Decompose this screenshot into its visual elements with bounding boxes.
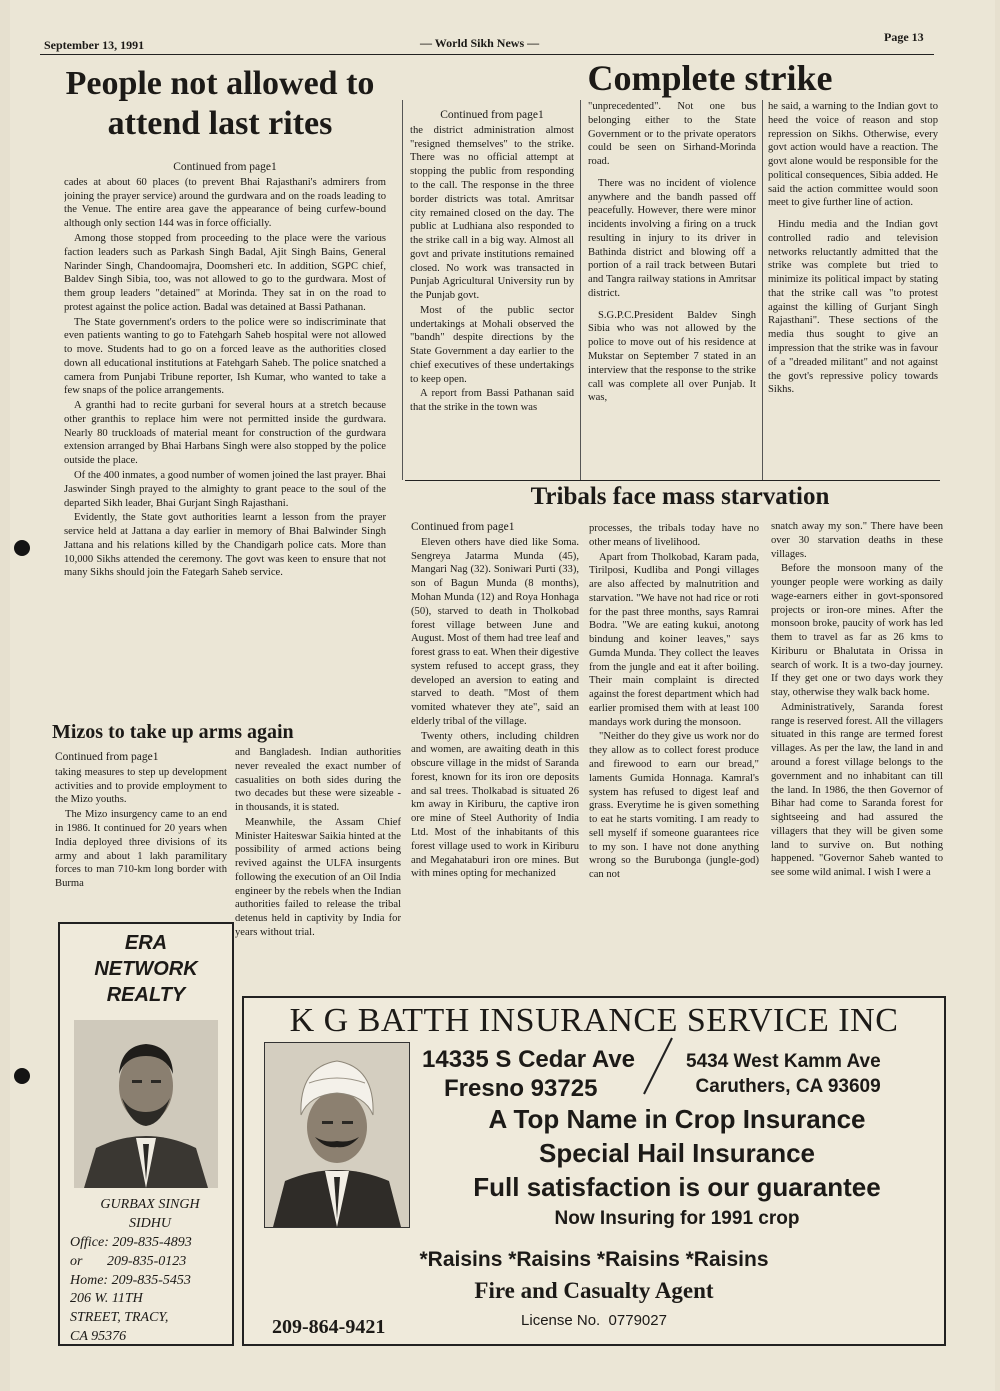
address-caruthers	[686, 1050, 881, 1099]
tribals-para: "Neither do they give us work nor do they allow as to collect forest produce and firewood to earn our bread," laments Gumida Honnaga. Kamral's system has refused to digest leaf and grass. Everytime he is given something to eat he starts vomiting. I am ready to sell myself if someone guarantees rice to my son. I have not done anything wrong so the Burubonga (jungle-god) can not	[589, 731, 759, 881]
strike-para: "unprecedented". Not one bus belonging either to the State Government or to the private operators could be seen on Sirhand-Morinda road.	[588, 101, 756, 168]
rites-para: cades at about 60 places (to prevent Bhai Rajasthani's admirers from joining the prayer service) around the gurdwara and on the roads leading to the Venue. The entire area gave the appearance of being curfew-bound although only section 144 was in force officially.	[64, 176, 386, 230]
column-rule	[580, 100, 581, 480]
fresno-street: 14335 S Cedar Ave	[422, 1046, 636, 1073]
strike-para: the district administration almost "resigned themselves" to the strike. There was no official attempt at stopping the public from responding to the call. The response in the three border districts was total. Amritsar city remained closed on the day. The public at Ludhiana also responded to the strike call in a big way. Almost all govt and private institutions remained closed. No work was transacted in Punjab Agricultural University run by the Punjab govt.	[410, 124, 574, 302]
binder-hole-bottom	[14, 1068, 30, 1084]
rites-para: Of the 400 inmates, a good number of women joined the last prayer. Bhai Jaswinder Singh prayed to the almighty to grant peace to the soul of the departed Sikh leader, Bhai Gurjant Singh Rajasthani.	[64, 470, 386, 509]
tribals-article-col2	[589, 522, 759, 988]
agent-photo	[74, 1020, 218, 1188]
office-phone-2: or 209-835-0123	[70, 1253, 187, 1269]
issue-date: September 13, 1991	[44, 38, 145, 52]
tribals-para: Before the monsoon many of the younger people were working as daily wage-earners either in govt-sponsored projects or iron-ore mines. After the monsoon broke, paucity of work has led them to travel as far as 26 kms to Kiriburu or Bhalutata in Orissa in search of work. It is a two-day journey. If they get one or two days work they stay, otherwise they walk back home.	[771, 563, 943, 699]
rites-para: Among those stopped from proceeding to the place were the various faction leaders such as Parkash Singh Badal, Ajit Singh Bains, General Narinder Singh, Chandoomajra, Doomsheri etc. In addition, SGPC chief, Baldev Singh Sibia, too, was not allowed to go to the gurdwara. Most of them group leaders "detained" at Morinda. They sat in on the road to protest against the police action. Badal was detained at Bassi Pathanan.	[64, 233, 386, 313]
mizos-para: The Mizo insurgency came to an end in 1986. It continued for 20 years when India deployed three divisions of its army and about 1 lakh paramilitary forces to man 710-km long border with Burma	[55, 809, 227, 890]
strike-article-col3	[768, 100, 938, 470]
tribals-article-col3	[771, 520, 943, 988]
tribals-article-col1	[411, 520, 579, 988]
binder-hole-top	[14, 540, 30, 556]
strike-para: Most of the public sector undertakings at Mohali observed the "bandh" despite directions by the State Government a day earlier to the chief executives of these undertakings to keep open.	[410, 304, 574, 385]
strike-para: S.G.P.C.President Baldev Singh Sibia who was not allowed by the police to move out of his residence at Mukstar on September 7 stated in an interview that the response to the strike call was complete all over Punjab. It was,	[588, 309, 756, 404]
tribals-para: Apart from Tholkobad, Karam pada, Tirilposi, Kudliba and Pongi villages are also affected by malnutrition and starvation. "We have not had rice or roti for the past three months, says Ramrai Bodra. "We are eating kukui, anotong bindung and koiner leaves," says Gumda Munda. They collect the leaves from the jungle and eat it after boiling. Their main complaint is directed against the forest department which had earlier promised them with at least 100 mandays work during the monsoon.	[589, 551, 759, 728]
strike-article-col2	[588, 100, 756, 470]
column-rule	[402, 100, 403, 480]
era-brand	[60, 930, 232, 1008]
mizos-para: and Bangladesh. Indian authorities never revealed the exact number of casualities on both sides during the two decades but these were sizeable - in thousands, it is stated.	[235, 747, 401, 814]
batth-portrait-icon	[265, 1043, 409, 1227]
address-slash-icon	[638, 1034, 678, 1098]
rites-para: The State government's orders to the police were so indiscriminate that even patients wanting to go to Fatehgarh Saheb hospital were not allowed to move. Students had to go on a forced leave as the authorities closed down all educational institutions at Fatehgarh Saheb. The police snatched a camera from Punjabi Tribune reporter, Ish Kumar, who wanted to take a few snaps of the police arrangements.	[64, 316, 386, 397]
fresno-city: Fresno 93725	[444, 1074, 598, 1102]
agent-name-2: SIDHU	[129, 1215, 171, 1231]
batth-photo	[264, 1042, 410, 1228]
rites-headline-line2: attend last rites	[107, 104, 333, 142]
mizos-headline: Mizos to take up arms again	[52, 721, 294, 743]
strike-headline: Complete strike	[587, 58, 833, 98]
batth-title: K G BATTH INSURANCE SERVICE INC	[289, 1002, 899, 1039]
license-number: License No. 0779027	[521, 1312, 667, 1329]
tribals-rule	[405, 480, 940, 481]
era-brand-line3: REALTY	[106, 984, 186, 1006]
rites-continued: Continued from page1	[173, 161, 277, 173]
era-realty-ad	[58, 922, 234, 1346]
tribals-para: Administratively, Saranda forest range is reserved forest. All the villagers situated in this range are termed forest villages. As per the law, the land in and around a forest village belongs to the government and no inhabitant can till the land. In 1986, the then Governor of Bihar had come to Saranda forest for sightseeing and had assured the villagers that they will be given some land to survive on. But nothing happened. "Governor Saheb wanted to see some wild animal. I wish I were a	[771, 701, 943, 879]
rites-para: Evidently, the State govt authorities learnt a lesson from the prayer service held at Jattana a day earlier in memory of Bhai Balwinder Singh Jattana and his relations killed by the Chandigarh police cats. More than 10,000 Sikhs attended the ceremony. The govt was keen to ensure that not many Sikhs should join the Fategarh Saheb service.	[64, 512, 386, 579]
tribals-continued: Continued from page1	[411, 521, 515, 533]
rites-headline	[40, 66, 400, 141]
rites-headline-line1: People not allowed to	[65, 65, 375, 102]
crop-year: Now Insuring for 1991 crop	[554, 1208, 800, 1229]
strike-para: A report from Bassi Pathanan said that the strike in the town was	[410, 388, 574, 414]
agent-name: GURBAX SINGH	[100, 1197, 200, 1212]
tribals-para: Eleven others have died like Soma. Sengreya Jatarma Munda (45), Mangari Nag (32). Soniwari Purti (33), son of Bagun Munda (8 months), Mohan Munda (12) and Roya Honhaga (50), starved to death in Tholkobad forest village between June and August. Most of them had tree leaf and forest grass to eat. When their digestive system refused to accept grass, they developed an aversion to eating and starved to death. "Most of them vomited whatever they ate", said an elderly tribal of the village.	[411, 536, 579, 727]
office-phone: Office: 209-835-4893	[70, 1234, 192, 1250]
strike-para: There was no incident of violence anywhere and the bandh passed off peacefully. However, there were minor incidents involving a firing on a truck resulting in injury to its driver in Bathinda district and blowing off a portion of a rail track between Butari and Tangra railway stations in Amritsar district.	[588, 177, 756, 299]
era-brand-line1: ERA	[124, 932, 168, 954]
home-phone: Home: 209-835-5453	[70, 1272, 191, 1288]
mizos-para: taking measures to step up development activities and to provide employment to the Mizo youths.	[55, 766, 227, 806]
guarantee-slogan: Full satisfaction is our guarantee	[473, 1172, 881, 1202]
caruthers-city: Caruthers, CA 93609	[695, 1075, 881, 1097]
strike-para: he said, a warning to the Indian govt to heed the voice of reason and stop repression on Sikhs. Otherwise, every govt action would have a reaction. The govt alone would be responsible for the political consequences, Sibia added. He said the action committee would soon meet to give further line of action.	[768, 101, 938, 209]
strike-para: Hindu media and the Indian govt controlled radio and television networks reluctantly admitted that the strike was complete but tried to minimize its political impact by stating that the strike call was "to protest against the killing of Gurjant Singh Rajasthani". These sections of the media thus sought to give an impression that the strike was in favour of a "dreaded militant" and not against the govt's repressive policy towards Sikhs.	[768, 219, 938, 396]
agent-type: Fire and Casualty Agent	[474, 1278, 714, 1303]
raisins-line: *Raisins *Raisins *Raisins *Raisins	[419, 1248, 769, 1271]
era-brand-line2: NETWORK	[94, 958, 198, 980]
rites-article	[64, 160, 386, 722]
address-fresno	[422, 1046, 635, 1104]
rites-para: A granthi had to recite gurbani for several hours at a stretch because other granthis to replace him were not permitted inside the gurdwara. Nearly 80 truckloads of material meant for construction of the gurdwara extension arranged by Bhai Harbans Singh were also stopped by the police outside the place.	[64, 400, 386, 467]
strike-continued: Continued from page1	[440, 109, 544, 121]
era-contact	[70, 1196, 230, 1347]
mizos-article-col2	[235, 746, 401, 986]
address-line: 206 W. 11TH	[70, 1291, 143, 1307]
paper-name: — World Sikh News —	[420, 36, 540, 50]
mizos-para: Meanwhile, the Assam Chief Minister Haiteswar Saikia hinted at the possibility of armed actions being revived against the ULFA insurgents following the execution of an Oil India engineer by the rebels when the Indian authorities failed to release the tribal detenus held in captivity by India for years without trial.	[235, 816, 401, 938]
agent-portrait-icon	[74, 1020, 218, 1188]
mizos-continued: Continued from page1	[55, 751, 159, 763]
crop-slogan: A Top Name in Crop Insurance	[488, 1104, 866, 1134]
address-line: STREET, TRACY,	[70, 1310, 169, 1326]
caruthers-street: 5434 West Kamm Ave	[686, 1051, 881, 1072]
tribals-para: processes, the tribals today have no other means of livelihood.	[589, 523, 759, 548]
batth-phone: 209-864-9421	[272, 1316, 386, 1338]
mizos-article-col1	[55, 750, 227, 910]
page-number: Page 13	[884, 30, 924, 44]
tribals-headline: Tribals face mass starvation	[530, 483, 830, 510]
hail-slogan: Special Hail Insurance	[538, 1138, 815, 1168]
strike-article-col1	[410, 108, 574, 478]
column-rule	[762, 100, 763, 480]
address-line: CA 95376	[70, 1329, 127, 1345]
tribals-para: snatch away my son." There have been over 30 starvation deaths in these villages.	[771, 521, 943, 560]
header-rule	[40, 54, 934, 55]
tribals-para: Twenty others, including children and women, are awaiting death in this obscure village in the midst of Saranda forest, known for its iron ore deposits and sal trees. Tholkabad is situated 26 km away in Kiriburu, the captive iron ore mine of Steel Authority of India Ltd. Most of the inhabitants of this forest village used to work in Kiriburu and Megahataburi iron ore mines. But with mines opting for mechanized	[411, 730, 579, 880]
batth-insurance-ad	[242, 996, 946, 1346]
